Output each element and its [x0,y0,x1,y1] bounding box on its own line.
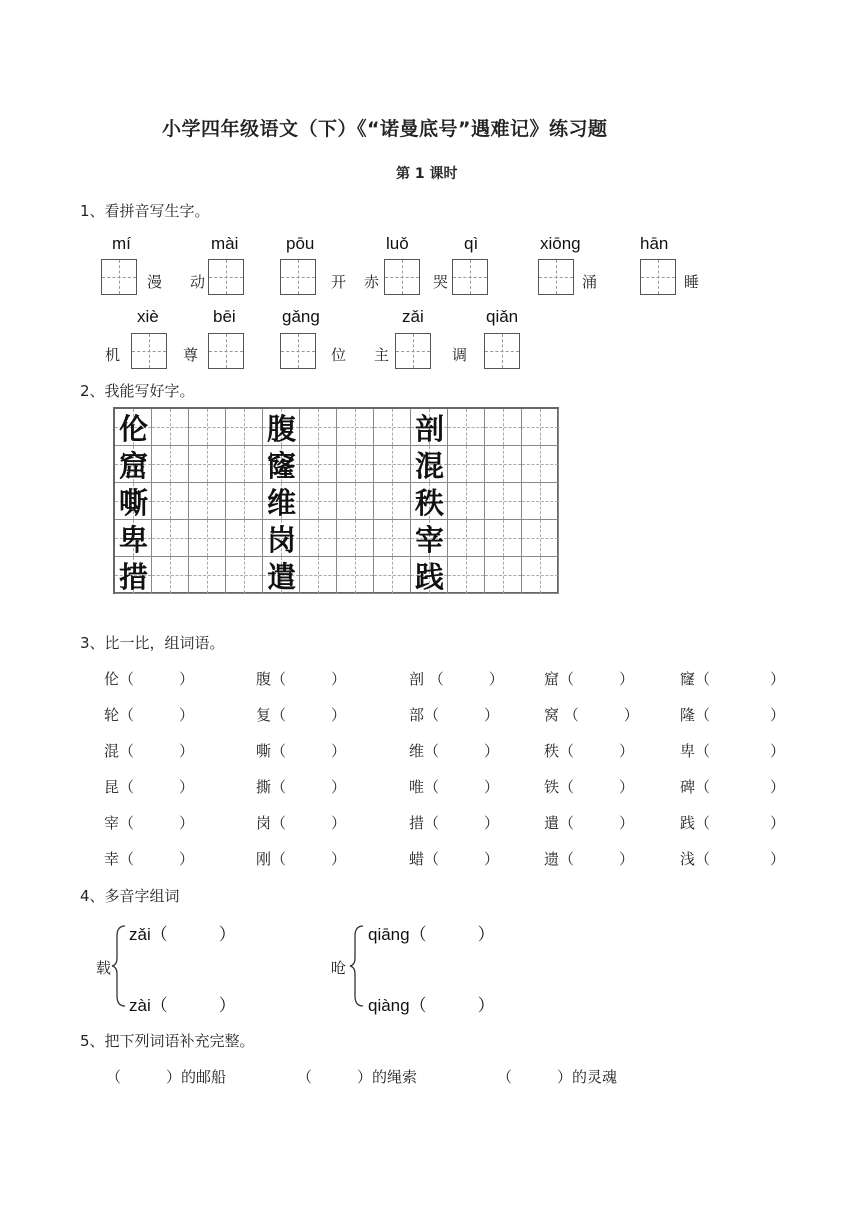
compare-word-item[interactable]: 蜡（ ） [409,850,500,868]
model-character: 剖 [414,412,444,446]
grid-cell[interactable] [300,483,337,520]
model-character: 窿 [266,449,296,483]
q1-pinyin: qì [464,234,479,253]
grid-cell[interactable] [189,409,226,446]
copybook-grid [113,407,559,594]
grid-cell[interactable] [152,409,189,446]
polyphone-reading[interactable]: qiàng（ ） [368,996,495,1015]
grid-cell[interactable] [448,446,485,483]
q1-pinyin: bēi [213,307,236,326]
q1-char: 赤 [364,273,380,291]
compare-word-item[interactable]: 窟（ ） [544,670,635,688]
q1-char: 动 [190,273,206,291]
grid-cell[interactable] [485,520,522,557]
writing-box[interactable] [101,259,137,295]
grid-cell[interactable] [522,483,559,520]
grid-cell[interactable] [485,446,522,483]
compare-word-item[interactable]: 隆（ ） [680,706,786,724]
model-character: 卑 [118,523,148,557]
q1-char: 漫 [147,273,163,291]
compare-word-item[interactable]: 铁（ ） [544,778,635,796]
q1-char: 主 [374,346,390,364]
compare-word-item[interactable]: 腹（ ） [256,670,347,688]
q1-pinyin: zǎi [402,307,424,326]
fill-phrase[interactable]: （ ）的灵魂 [497,1068,618,1086]
q1-char: 开 [331,273,347,291]
q1-pinyin: hān [640,234,669,253]
compare-word-item[interactable]: 窝 （ ） [544,706,639,724]
compare-word-item[interactable]: 窿（ ） [680,670,786,688]
fill-phrase[interactable]: （ ）的邮船 [106,1068,227,1086]
model-character: 岗 [266,523,296,557]
grid-cell[interactable] [337,483,374,520]
grid-cell[interactable] [189,483,226,520]
model-character: 措 [118,560,148,594]
model-character: 维 [266,486,296,520]
fill-phrase[interactable]: （ ）的绳索 [297,1068,418,1086]
grid-cell[interactable] [485,483,522,520]
writing-box[interactable] [484,333,520,369]
grid-cell[interactable] [152,483,189,520]
compare-word-item[interactable]: 浅（ ） [680,850,786,868]
model-character: 伦 [118,412,148,446]
writing-box[interactable] [131,333,167,369]
q1-char: 调 [452,346,468,364]
grid-cell[interactable] [226,483,263,520]
q1-pinyin: gǎng [282,307,320,326]
grid-cell[interactable] [300,557,337,594]
compare-word-item[interactable]: 岗（ ） [256,814,347,832]
model-character: 混 [414,449,444,483]
grid-cell[interactable] [337,520,374,557]
grid-cell[interactable] [374,483,411,520]
grid-cell[interactable] [226,409,263,446]
grid-cell[interactable] [485,557,522,594]
grid-cell[interactable] [152,446,189,483]
compare-word-item[interactable]: 混（ ） [104,742,195,760]
compare-word-item[interactable]: 措（ ） [409,814,500,832]
writing-box[interactable] [538,259,574,295]
grid-cell[interactable] [152,520,189,557]
grid-cell[interactable] [522,446,559,483]
writing-box[interactable] [640,259,676,295]
grid-cell[interactable] [448,557,485,594]
writing-box[interactable] [280,259,316,295]
writing-box[interactable] [452,259,488,295]
grid-cell[interactable] [522,557,559,594]
q2-heading: 2、我能写好字。 [80,382,195,400]
model-character: 践 [414,560,444,594]
q1-char: 位 [331,346,347,364]
compare-word-item[interactable]: 嘶（ ） [256,742,347,760]
model-character: 腹 [266,412,296,446]
grid-cell[interactable] [152,557,189,594]
compare-word-item[interactable]: 复（ ） [256,706,347,724]
compare-word-item[interactable]: 撕（ ） [256,778,347,796]
grid-cell[interactable] [189,446,226,483]
grid-cell[interactable] [337,409,374,446]
compare-word-item[interactable]: 宰（ ） [104,814,195,832]
polyphone-reading[interactable]: qiāng（ ） [368,925,495,944]
compare-word-item[interactable]: 遗（ ） [544,850,635,868]
grid-cell[interactable] [189,557,226,594]
q1-pinyin: qiǎn [486,307,519,326]
compare-word-item[interactable]: 伦（ ） [104,670,195,688]
brace-icon [349,924,365,1008]
writing-box[interactable] [208,259,244,295]
grid-cell[interactable] [226,557,263,594]
q1-char: 睡 [684,273,700,291]
grid-cell[interactable] [448,483,485,520]
model-character: 秩 [414,486,444,520]
model-character: 宰 [414,523,444,557]
compare-word-item[interactable]: 幸（ ） [104,850,195,868]
q1-pinyin: mài [211,234,239,253]
grid-cell[interactable] [300,520,337,557]
grid-cell[interactable] [374,520,411,557]
compare-word-item[interactable]: 部（ ） [409,706,500,724]
compare-word-item[interactable]: 碑（ ） [680,778,786,796]
q1-pinyin: xiōng [540,234,581,253]
grid-cell[interactable] [522,409,559,446]
q5-heading: 5、把下列词语补充完整。 [80,1032,255,1050]
grid-cell[interactable] [337,557,374,594]
grid-cell[interactable] [300,446,337,483]
brace-icon [111,924,127,1008]
compare-word-item[interactable]: 维（ ） [409,742,500,760]
compare-word-item[interactable]: 践（ ） [680,814,786,832]
grid-cell[interactable] [485,409,522,446]
writing-box[interactable] [280,333,316,369]
q1-pinyin: xiè [137,307,159,326]
compare-word-item[interactable]: 剖 （ ） [409,670,504,688]
compare-word-item[interactable]: 卑（ ） [680,742,786,760]
q1-char: 涌 [582,273,598,291]
polyphone-reading[interactable]: zài（ ） [129,996,236,1015]
polyphone-char: 载 [96,959,112,977]
model-character: 遣 [266,560,296,594]
grid-cell[interactable] [448,409,485,446]
polyphone-reading[interactable]: zǎi（ ） [129,925,236,944]
writing-box[interactable] [395,333,431,369]
q1-pinyin: mí [112,234,131,253]
grid-cell[interactable] [374,409,411,446]
page-title: 小学四年级语文（下）《“诺曼底号”遇难记》练习题 [162,118,608,140]
polyphone-char: 呛 [331,959,347,977]
writing-box[interactable] [384,259,420,295]
grid-cell[interactable] [300,409,337,446]
q1-heading: 1、看拼音写生字。 [80,202,210,220]
grid-cell[interactable] [189,520,226,557]
grid-cell[interactable] [374,446,411,483]
model-character: 嘶 [118,486,148,520]
compare-word-item[interactable]: 昆（ ） [104,778,195,796]
q1-pinyin: pōu [286,234,315,253]
grid-cell[interactable] [226,520,263,557]
q1-char: 哭 [433,273,449,291]
q1-pinyin: luǒ [386,234,409,253]
grid-cell[interactable] [374,557,411,594]
compare-word-item[interactable]: 唯（ ） [409,778,500,796]
q1-char: 尊 [183,346,199,364]
model-character: 窟 [118,449,148,483]
grid-cell[interactable] [337,446,374,483]
compare-word-item[interactable]: 刚（ ） [256,850,347,868]
compare-word-item[interactable]: 遣（ ） [544,814,635,832]
grid-cell[interactable] [522,520,559,557]
compare-word-item[interactable]: 秩（ ） [544,742,635,760]
compare-word-item[interactable]: 轮（ ） [104,706,195,724]
q3-heading: 3、比一比，组词语。 [80,634,225,652]
grid-cell[interactable] [226,446,263,483]
q4-heading: 4、多音字组词 [80,887,180,905]
lesson-subtitle: 第 1 课时 [396,166,458,182]
q1-char: 机 [105,346,121,364]
writing-box[interactable] [208,333,244,369]
grid-cell[interactable] [448,520,485,557]
